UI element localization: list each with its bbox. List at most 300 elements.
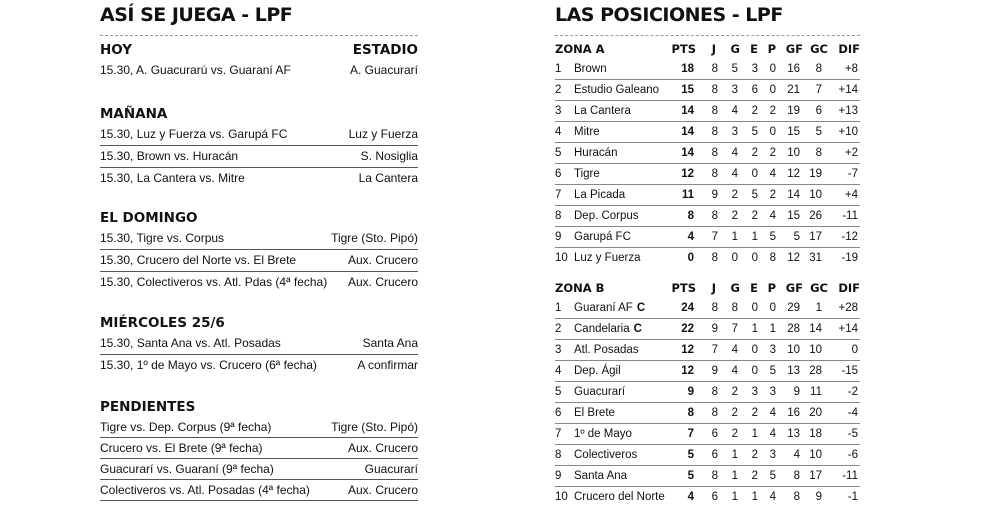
row-position: 5 (555, 386, 562, 398)
stat-pts: 4 (687, 491, 694, 503)
stat-g: 2 (731, 386, 738, 398)
team-cell (574, 59, 607, 79)
stat-gc: 8 (815, 147, 822, 159)
match-row (100, 250, 418, 272)
stat-gc: 1 (815, 302, 822, 314)
stat-j: 9 (711, 323, 718, 335)
team-name: Guacurarí (574, 386, 626, 398)
row-position: 10 (555, 491, 568, 503)
match-text: 15.30, Santa Ana vs. Atl. Posadas (100, 336, 281, 350)
stat-dif: +4 (844, 189, 858, 201)
team-name: La Picada (574, 189, 626, 201)
stat-dif: -12 (841, 231, 858, 243)
stat-p: 2 (769, 147, 776, 159)
stat-j: 7 (711, 344, 718, 356)
stat-pts: 12 (681, 365, 694, 377)
stat-gf: 28 (787, 323, 800, 335)
stat-gc: 10 (809, 344, 822, 356)
match-row (100, 417, 418, 438)
stat-gf: 10 (787, 147, 800, 159)
stat-g: 4 (731, 365, 738, 377)
stat-g: 4 (731, 147, 738, 159)
stat-dif: +14 (838, 323, 858, 335)
match-venue: A confirmar (357, 358, 418, 372)
team-cell (574, 298, 645, 318)
stat-e: 1 (751, 428, 758, 440)
stat-g: 1 (731, 470, 738, 482)
column-header-dif: DIF (838, 42, 860, 56)
stat-p: 0 (769, 126, 776, 138)
stat-g: 3 (731, 126, 738, 138)
match-text: Tigre vs. Dep. Corpus (9ª fecha) (100, 420, 272, 434)
stat-e: 1 (751, 231, 758, 243)
section-heading-label: MIÉRCOLES 25/6 (100, 315, 225, 331)
stat-pts: 7 (687, 428, 694, 440)
stat-gf: 12 (787, 252, 800, 264)
stat-dif: -1 (847, 491, 858, 503)
stat-gf: 12 (787, 168, 800, 180)
stat-dif: 0 (851, 344, 858, 356)
column-header-j: J (711, 42, 716, 56)
match-venue: S. Nosiglia (360, 149, 418, 163)
title-divider (100, 35, 418, 36)
team-name: La Cantera (574, 105, 631, 117)
row-position: 8 (555, 449, 562, 461)
stat-dif: +13 (838, 105, 858, 117)
section-heading-label: HOY (100, 42, 133, 58)
stat-g: 2 (731, 428, 738, 440)
stat-gf: 29 (787, 302, 800, 314)
column-header-e: E (750, 281, 758, 295)
stat-gc: 9 (815, 491, 822, 503)
match-row (100, 228, 418, 250)
team-cell (574, 101, 631, 121)
stat-g: 4 (731, 105, 738, 117)
stat-gc: 18 (809, 428, 822, 440)
team-cell (574, 403, 615, 423)
row-position: 10 (555, 252, 568, 264)
team-cell (574, 206, 639, 226)
stat-e: 5 (751, 189, 758, 201)
match-text: 15.30, Brown vs. Huracán (100, 149, 239, 163)
stat-dif: +28 (838, 302, 858, 314)
stat-p: 2 (769, 189, 776, 201)
standings-row (555, 445, 860, 466)
column-header-g: G (730, 42, 740, 56)
standings-title: LAS POSICIONES - LPF (555, 4, 783, 26)
standings-row (555, 164, 860, 185)
team-cell (574, 164, 600, 184)
match-venue: Luz y Fuerza (348, 127, 418, 141)
stat-j: 7 (711, 231, 718, 243)
stat-p: 3 (769, 386, 776, 398)
team-name: Candelaria (574, 323, 630, 335)
stat-pts: 4 (687, 231, 694, 243)
team-name: Dep. Ágil (574, 365, 621, 377)
stat-e: 3 (751, 386, 758, 398)
column-header-p: P (767, 281, 776, 295)
stat-j: 8 (711, 168, 718, 180)
stat-e: 6 (751, 84, 758, 96)
zone-name: ZONA A (555, 42, 605, 56)
row-position: 3 (555, 344, 562, 356)
team-cell (574, 466, 627, 486)
stat-gc: 11 (810, 386, 822, 398)
stat-e: 2 (751, 210, 758, 222)
row-position: 6 (555, 168, 562, 180)
stat-gc: 10 (809, 449, 822, 461)
row-position: 2 (555, 84, 562, 96)
stat-gc: 31 (809, 252, 822, 264)
stat-pts: 9 (687, 386, 694, 398)
stat-pts: 24 (681, 302, 694, 314)
row-position: 8 (555, 210, 562, 222)
stat-pts: 8 (687, 210, 694, 222)
team-name: Garupá FC (574, 231, 631, 243)
stat-e: 3 (751, 63, 758, 75)
stat-dif: -5 (847, 428, 858, 440)
stat-p: 2 (769, 105, 776, 117)
stat-pts: 18 (681, 63, 694, 75)
match-venue: A. Guacurarí (349, 63, 418, 77)
standings-row (555, 319, 860, 340)
stat-j: 8 (711, 210, 718, 222)
team-name: Crucero del Norte (574, 491, 665, 503)
standings-row (555, 403, 860, 424)
team-cell (574, 487, 665, 507)
stat-e: 0 (751, 168, 758, 180)
stat-p: 5 (769, 231, 776, 243)
stat-g: 5 (731, 63, 738, 75)
stat-pts: 14 (681, 147, 694, 159)
match-venue: Guacurarí (364, 462, 418, 476)
team-cell (574, 319, 642, 339)
match-row (100, 333, 418, 355)
stat-dif: +8 (844, 63, 858, 75)
team-name: Atl. Posadas (574, 344, 639, 356)
standings-row (555, 382, 860, 403)
standings-row (555, 487, 860, 507)
stat-g: 7 (731, 323, 738, 335)
stat-pts: 14 (681, 126, 694, 138)
stat-gf: 14 (787, 189, 800, 201)
match-row (100, 168, 418, 189)
stat-p: 5 (769, 470, 776, 482)
zone-a-table (555, 39, 860, 268)
section-heading (100, 104, 418, 124)
match-text: 15.30, Colectiveros vs. Atl. Pdas (4ª fecha) (100, 275, 328, 289)
match-venue: Tigre (Sto. Pipó) (331, 231, 418, 245)
team-name: Santa Ana (574, 470, 628, 482)
match-text: Guacurarí vs. Guaraní (9ª fecha) (100, 462, 274, 476)
team-cell (574, 227, 631, 247)
team-cell (574, 445, 637, 465)
stat-g: 3 (731, 84, 738, 96)
row-position: 9 (555, 470, 562, 482)
match-row (100, 124, 418, 146)
team-name: Tigre (574, 168, 600, 180)
team-cell (574, 185, 625, 205)
row-position: 1 (555, 302, 562, 314)
fixtures-title: ASÍ SE JUEGA - LPF (100, 4, 293, 26)
column-header-pts: PTS (671, 42, 696, 56)
stat-gf: 8 (793, 491, 800, 503)
stat-j: 6 (711, 428, 718, 440)
stat-dif: -6 (847, 449, 858, 461)
row-position: 4 (555, 126, 562, 138)
stat-j: 8 (711, 147, 718, 159)
match-row (100, 459, 418, 480)
stat-gf: 16 (787, 63, 800, 75)
column-header-e: E (750, 42, 758, 56)
stat-dif: -7 (847, 168, 858, 180)
stat-pts: 12 (681, 344, 694, 356)
match-text: 15.30, Crucero del Norte vs. El Brete (100, 253, 297, 267)
stat-gc: 20 (809, 407, 822, 419)
stat-pts: 12 (681, 168, 694, 180)
section-heading-label: PENDIENTES (100, 399, 196, 415)
stat-g: 1 (731, 449, 738, 461)
stat-j: 8 (711, 407, 718, 419)
stat-j: 8 (711, 386, 718, 398)
match-venue: La Cantera (358, 171, 418, 185)
stat-g: 0 (731, 252, 738, 264)
team-name: Colectiveros (574, 449, 638, 461)
stat-pts: 11 (681, 189, 694, 201)
standings-row (555, 122, 860, 143)
section-heading-label: MAÑANA (100, 106, 168, 122)
team-cell (574, 122, 600, 142)
team-name: 1º de Mayo (574, 428, 632, 440)
standings-row (555, 101, 860, 122)
team-cell (574, 340, 639, 360)
standings-row (555, 143, 860, 164)
stat-p: 4 (769, 210, 776, 222)
zone-name: ZONA B (555, 281, 605, 295)
stat-gc: 17 (809, 470, 822, 482)
stat-pts: 5 (687, 470, 694, 482)
match-row (100, 272, 418, 293)
match-row (100, 146, 418, 168)
match-text: 15.30, La Cantera vs. Mitre (100, 171, 245, 185)
match-text: 15.30, A. Guacurarú vs. Guaraní AF (100, 63, 291, 77)
stat-e: 0 (751, 344, 758, 356)
column-header-g: G (730, 281, 740, 295)
stat-j: 9 (711, 189, 718, 201)
column-header-j: J (711, 281, 716, 295)
stat-j: 8 (711, 63, 718, 75)
stat-p: 4 (769, 168, 776, 180)
stat-dif: -2 (847, 386, 858, 398)
match-row (100, 480, 418, 501)
column-header-p: P (767, 42, 776, 56)
team-name: Dep. Corpus (574, 210, 639, 222)
team-cell (574, 361, 621, 381)
section-heading (100, 40, 418, 60)
stat-gc: 5 (815, 126, 822, 138)
classified-mark: C (633, 323, 642, 335)
stat-gc: 8 (815, 63, 822, 75)
stat-g: 2 (731, 407, 738, 419)
stat-e: 2 (751, 147, 758, 159)
stat-gf: 4 (793, 449, 800, 461)
stat-e: 5 (751, 126, 758, 138)
stat-gc: 26 (809, 210, 822, 222)
standings-header-row (555, 39, 860, 59)
section-pending (100, 397, 418, 501)
section-heading (100, 208, 418, 228)
stat-gc: 28 (809, 365, 822, 377)
standings-row (555, 185, 860, 206)
row-position: 1 (555, 63, 562, 75)
column-header-pts: PTS (671, 281, 696, 295)
zone-b-table (555, 278, 860, 507)
team-name: Guaraní AF (574, 302, 633, 314)
section-today (100, 40, 418, 81)
column-header-gc: GC (810, 42, 828, 56)
row-position: 9 (555, 231, 562, 243)
column-header-dif: DIF (838, 281, 860, 295)
stat-dif: -11 (842, 210, 858, 222)
match-venue: Aux. Crucero (347, 253, 418, 267)
row-position: 5 (555, 147, 562, 159)
match-venue: Aux. Crucero (347, 483, 418, 497)
stat-j: 6 (711, 491, 718, 503)
match-text: Crucero vs. El Brete (9ª fecha) (100, 441, 263, 455)
stat-p: 0 (769, 84, 776, 96)
stat-p: 4 (769, 407, 776, 419)
stat-e: 2 (751, 470, 758, 482)
title-divider (555, 35, 860, 36)
stat-g: 2 (731, 189, 738, 201)
section-wednesday (100, 313, 418, 376)
team-name: Luz y Fuerza (574, 252, 641, 264)
standings-row (555, 298, 860, 319)
standings-header-row (555, 278, 860, 298)
stat-pts: 8 (687, 407, 694, 419)
stat-p: 1 (769, 323, 776, 335)
stat-dif: +2 (844, 147, 858, 159)
stat-pts: 5 (687, 449, 694, 461)
stat-gf: 13 (787, 428, 800, 440)
stat-e: 2 (751, 449, 758, 461)
match-text: 15.30, Luz y Fuerza vs. Garupá FC (100, 127, 288, 141)
stat-pts: 15 (681, 84, 694, 96)
stat-gf: 9 (793, 386, 800, 398)
stat-dif: +14 (838, 84, 858, 96)
standings-row (555, 361, 860, 382)
stat-g: 4 (731, 168, 738, 180)
standings-row (555, 340, 860, 361)
stat-j: 6 (711, 449, 718, 461)
match-text: Colectiveros vs. Atl. Posadas (4ª fecha) (100, 483, 310, 497)
stat-dif: -15 (841, 365, 858, 377)
stat-g: 1 (731, 491, 738, 503)
stat-gf: 13 (787, 365, 800, 377)
stat-p: 8 (769, 252, 776, 264)
stat-e: 0 (751, 302, 758, 314)
stat-pts: 0 (687, 252, 694, 264)
match-venue: Aux. Crucero (347, 275, 418, 289)
stadium-column-heading: ESTADIO (352, 42, 418, 58)
row-position: 2 (555, 323, 562, 335)
team-cell (574, 248, 640, 268)
stat-p: 0 (769, 302, 776, 314)
stat-gf: 5 (793, 231, 800, 243)
stat-pts: 14 (681, 105, 694, 117)
stat-j: 8 (711, 126, 718, 138)
row-position: 4 (555, 365, 562, 377)
stat-p: 5 (769, 365, 776, 377)
stat-j: 8 (711, 252, 718, 264)
stat-gc: 19 (809, 168, 822, 180)
stat-g: 1 (731, 231, 738, 243)
match-row (100, 438, 418, 459)
section-tomorrow (100, 104, 418, 189)
match-venue: Santa Ana (362, 336, 418, 350)
section-heading (100, 397, 418, 417)
stat-j: 8 (711, 302, 718, 314)
team-cell (574, 382, 625, 402)
stat-gc: 7 (815, 84, 822, 96)
team-name: Mitre (574, 126, 600, 138)
standings-row (555, 248, 860, 268)
match-text: 15.30, 1º de Mayo vs. Crucero (6ª fecha) (100, 358, 317, 372)
team-name: El Brete (574, 407, 615, 419)
stat-p: 4 (769, 491, 776, 503)
stat-p: 0 (769, 63, 776, 75)
row-position: 6 (555, 407, 562, 419)
stat-p: 3 (769, 449, 776, 461)
stat-g: 4 (731, 344, 738, 356)
stat-e: 0 (751, 252, 758, 264)
row-position: 7 (555, 428, 562, 440)
stat-e: 1 (751, 491, 758, 503)
stat-j: 8 (711, 105, 718, 117)
stat-gf: 16 (787, 407, 800, 419)
standings-row (555, 59, 860, 80)
stat-gc: 6 (815, 105, 822, 117)
stat-j: 9 (711, 365, 718, 377)
stat-gc: 14 (809, 323, 822, 335)
stat-dif: -4 (847, 407, 858, 419)
column-header-gc: GC (810, 281, 828, 295)
team-cell (574, 424, 632, 444)
stat-gc: 17 (809, 231, 822, 243)
team-name: Brown (574, 63, 607, 75)
match-venue: Tigre (Sto. Pipó) (331, 420, 418, 434)
row-position: 7 (555, 189, 562, 201)
match-row (100, 355, 418, 376)
match-venue: Aux. Crucero (347, 441, 418, 455)
stat-gf: 15 (787, 126, 800, 138)
team-name: Estudio Galeano (574, 84, 660, 96)
stat-p: 3 (769, 344, 776, 356)
stat-gf: 21 (787, 84, 800, 96)
standings-row (555, 206, 860, 227)
stat-j: 8 (711, 470, 718, 482)
stat-g: 8 (731, 302, 738, 314)
stat-gf: 8 (793, 470, 800, 482)
column-header-gf: GF (785, 42, 803, 56)
stat-dif: -19 (841, 252, 858, 264)
standings-row (555, 424, 860, 445)
team-cell (574, 80, 659, 100)
match-row (100, 60, 418, 81)
row-position: 3 (555, 105, 562, 117)
stat-p: 4 (769, 428, 776, 440)
stat-e: 0 (751, 365, 758, 377)
